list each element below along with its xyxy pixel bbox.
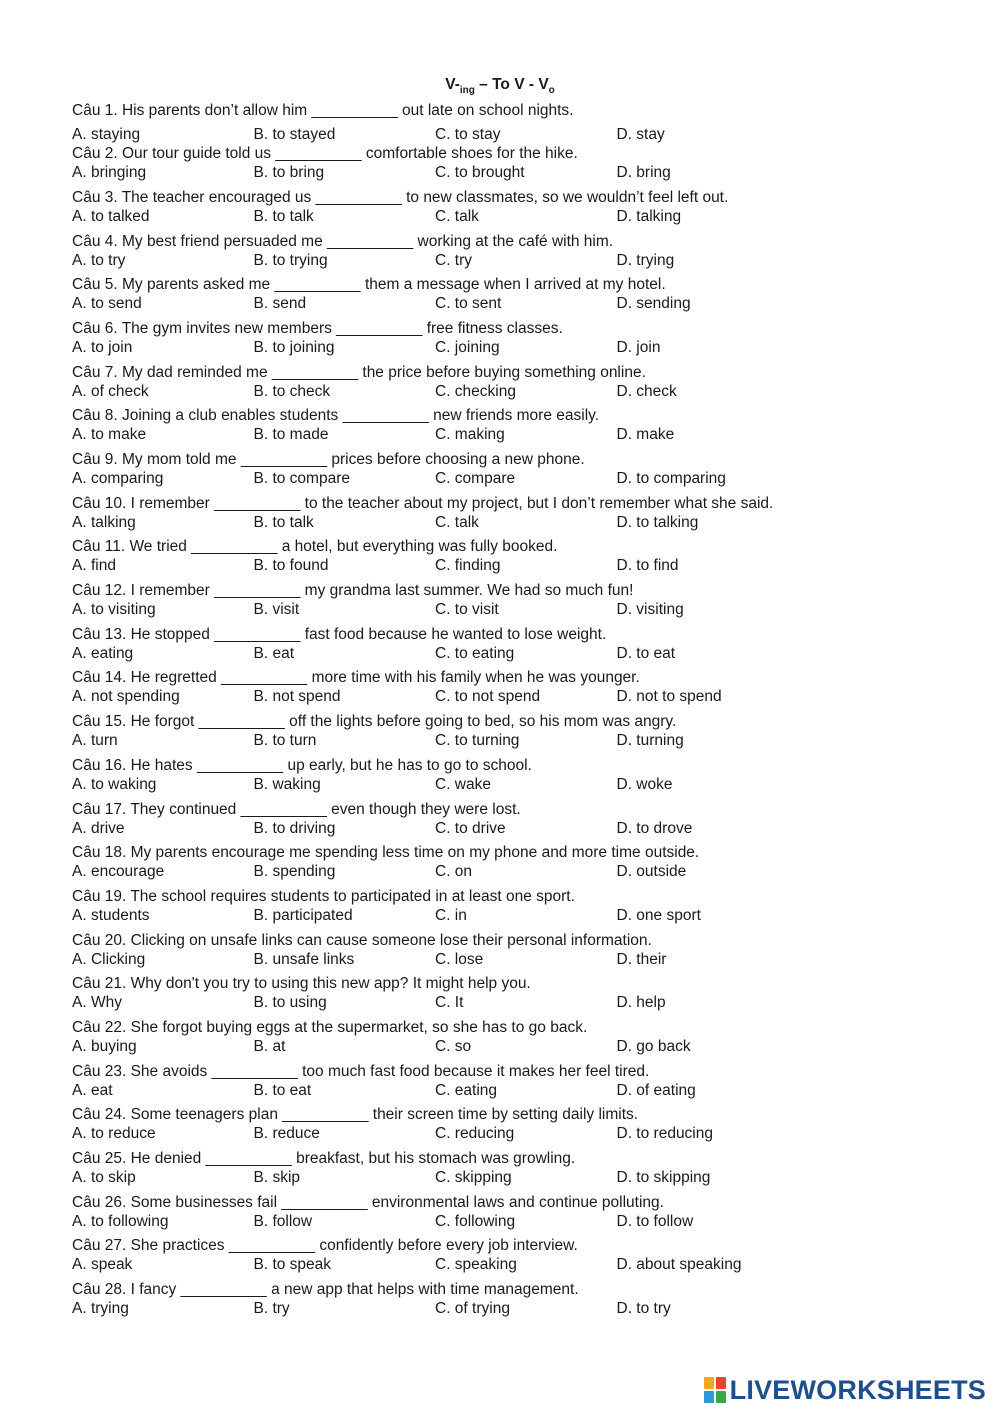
answer-option[interactable]: B. reduce xyxy=(253,1125,320,1143)
answer-option[interactable]: C. following xyxy=(435,1212,516,1230)
answer-option[interactable]: A. Why xyxy=(72,994,122,1012)
question-item xyxy=(72,1236,972,1280)
answer-option[interactable]: A. to reduce xyxy=(72,1125,156,1143)
answer-option[interactable]: B. to stayed xyxy=(253,125,336,143)
answer-option[interactable]: C. to not spend xyxy=(435,688,541,706)
question-item xyxy=(72,450,972,494)
question-item xyxy=(72,625,972,669)
answer-option[interactable]: A. to join xyxy=(72,338,133,356)
answer-option[interactable]: D. not to spend xyxy=(616,688,722,706)
answer-option[interactable]: D. stay xyxy=(616,125,665,143)
answer-option[interactable]: C. compare xyxy=(435,470,516,487)
answer-option[interactable]: D. their xyxy=(616,950,667,968)
answer-option[interactable]: A. trying xyxy=(72,1300,129,1318)
answer-options xyxy=(72,687,972,706)
question-item xyxy=(72,494,972,538)
question-list xyxy=(72,101,972,1324)
question-text: Câu 6. The gym invites new members __________ free fitness classes. xyxy=(72,319,563,337)
answer-options xyxy=(72,1124,972,1143)
question-item xyxy=(72,537,972,581)
answer-options xyxy=(72,819,972,838)
answer-options xyxy=(72,993,972,1012)
answer-option[interactable]: D. to find xyxy=(616,557,679,575)
question-text: Câu 4. My best friend persuaded me __________ working at the café with him. xyxy=(72,232,614,250)
liveworksheets-logo xyxy=(704,1376,986,1404)
question-text: Câu 5. My parents asked me __________ them a message when I arrived at my hotel. xyxy=(72,276,666,294)
answer-option[interactable]: D. to follow xyxy=(616,1212,694,1230)
answer-option[interactable]: C. to sent xyxy=(435,295,502,313)
answer-options xyxy=(72,207,972,226)
answer-option[interactable]: C. talk xyxy=(435,513,479,531)
question-text: Câu 22. She forgot buying eggs at the supermarket, so she has to go back. xyxy=(72,1018,588,1036)
answer-option[interactable]: C. making xyxy=(435,426,505,444)
question-item xyxy=(72,843,972,887)
answer-option[interactable]: C. wake xyxy=(435,775,491,793)
question-text: Câu 14. He regretted __________ more time with his family when he was younger. xyxy=(72,669,640,687)
answer-option[interactable]: C. try xyxy=(435,251,473,269)
answer-option[interactable]: D. trying xyxy=(616,251,675,269)
answer-option[interactable]: A. bringing xyxy=(72,164,147,182)
answer-options xyxy=(72,731,972,750)
answer-options xyxy=(72,1168,972,1187)
answer-option[interactable]: C. finding xyxy=(435,557,501,575)
answer-options xyxy=(72,163,972,182)
question-text: Câu 28. I fancy __________ a new app that helps with time management. xyxy=(72,1281,579,1299)
question-text: Câu 8. Joining a club enables students __________ new friends more easily. xyxy=(72,407,600,425)
answer-option[interactable]: C. of trying xyxy=(435,1300,510,1318)
answer-option[interactable]: B. waking xyxy=(253,775,321,793)
answer-options xyxy=(72,906,972,925)
answer-option[interactable]: C. to stay xyxy=(435,125,501,143)
answer-options xyxy=(72,600,972,619)
question-text: Câu 25. He denied __________ breakfast, but his stomach was growling. xyxy=(72,1150,576,1167)
answer-option[interactable]: D. go back xyxy=(616,1037,691,1055)
question-text: Câu 16. He hates __________ up early, but he has to go to school. xyxy=(72,756,532,774)
question-text: Câu 7. My dad reminded me __________ the price before buying something online. xyxy=(72,363,646,381)
answer-option[interactable]: A. not spending xyxy=(72,688,180,706)
answer-option[interactable]: D. outside xyxy=(616,863,687,881)
question-text: Câu 15. He forgot __________ off the lights before going to bed, so his mom was angry. xyxy=(72,713,677,731)
question-text: Câu 11. We tried __________ a hotel, but everything was fully booked. xyxy=(72,538,558,556)
answer-option[interactable]: A. eating xyxy=(72,644,134,662)
answer-option[interactable]: A. comparing xyxy=(72,470,164,487)
question-text: Câu 23. She avoids __________ too much fast food because it makes her feel tired. xyxy=(72,1062,650,1080)
answer-options xyxy=(72,950,972,969)
question-item xyxy=(72,668,972,712)
answer-option[interactable]: D. talking xyxy=(616,207,682,225)
answer-options xyxy=(72,556,972,575)
question-text: Câu 26. Some businesses fail __________ environmental laws and continue polluting. xyxy=(72,1193,664,1211)
logo-mark-icon xyxy=(704,1377,726,1403)
question-item xyxy=(72,1062,972,1106)
answer-option[interactable]: B. eat xyxy=(253,644,294,662)
question-text: Câu 19. The school requires students to participated in at least one sport. xyxy=(72,887,575,905)
question-item xyxy=(72,712,972,756)
answer-options xyxy=(72,1037,972,1056)
answer-option[interactable]: B. spending xyxy=(253,863,336,881)
answer-option[interactable]: C. speaking xyxy=(435,1256,517,1274)
answer-option[interactable]: B. to using xyxy=(253,994,327,1012)
answer-options xyxy=(72,125,972,144)
question-text: Câu 13. He stopped __________ fast food because he wanted to lose weight. xyxy=(72,625,607,643)
answer-option[interactable]: C. checking xyxy=(435,382,516,400)
answer-option[interactable]: C. in xyxy=(435,906,467,924)
answer-options xyxy=(72,294,972,313)
question-item xyxy=(72,319,972,363)
answer-option[interactable]: B. try xyxy=(253,1300,290,1318)
answer-option[interactable]: A. buying xyxy=(72,1037,137,1055)
question-text: Câu 12. I remember __________ my grandma last summer. We had so much fun! xyxy=(72,582,634,600)
answer-option[interactable]: C. lose xyxy=(435,950,484,968)
answer-option[interactable]: D. to try xyxy=(616,1300,671,1318)
answer-options xyxy=(72,1081,972,1100)
answer-option[interactable]: D. check xyxy=(616,382,677,400)
answer-option[interactable]: D. to reducing xyxy=(616,1125,713,1143)
answer-option[interactable]: C. to eating xyxy=(435,644,515,662)
question-item xyxy=(72,800,972,844)
answer-option[interactable]: B. participated xyxy=(253,906,353,924)
answer-option[interactable]: C. to brought xyxy=(435,164,525,182)
answer-option[interactable]: A. to visiting xyxy=(72,601,156,619)
answer-option[interactable]: A. to talked xyxy=(72,207,150,225)
answer-options xyxy=(72,513,972,532)
answer-option[interactable]: C. on xyxy=(435,863,473,881)
answer-option[interactable]: B. follow xyxy=(253,1212,313,1230)
answer-options xyxy=(72,1299,972,1318)
question-text: Câu 17. They continued __________ even though they were lost. xyxy=(72,800,521,818)
question-item xyxy=(72,1280,972,1324)
answer-option[interactable]: B. to turn xyxy=(253,732,317,750)
answer-option[interactable]: A. to skip xyxy=(72,1169,136,1186)
question-text: Câu 3. The teacher encouraged us __________ to new classmates, so we wouldn’t feel left out. xyxy=(72,188,729,206)
answer-option[interactable]: A. to waking xyxy=(72,775,157,793)
question-text: Câu 24. Some teenagers plan __________ their screen time by setting daily limits. xyxy=(72,1106,639,1124)
answer-option[interactable]: D. sending xyxy=(616,295,691,313)
answer-option[interactable]: A. students xyxy=(72,906,150,924)
answer-option[interactable]: A. turn xyxy=(72,732,118,750)
answer-option[interactable]: A. eat xyxy=(72,1081,113,1099)
answer-option[interactable]: D. to comparing xyxy=(616,470,726,487)
answer-option[interactable]: D. visiting xyxy=(616,601,684,619)
answer-option[interactable]: C. to visit xyxy=(435,601,499,619)
question-item xyxy=(72,188,972,232)
answer-option[interactable]: C. so xyxy=(435,1037,472,1055)
answer-option[interactable]: D. woke xyxy=(616,775,673,793)
answer-option[interactable]: B. to trying xyxy=(253,251,328,269)
answer-options xyxy=(72,644,972,663)
question-text: Câu 1. His parents don’t allow him __________ out late on school nights. xyxy=(72,101,574,119)
answer-option[interactable]: B. to joining xyxy=(253,338,335,356)
question-item xyxy=(72,756,972,800)
answer-option[interactable]: B. visit xyxy=(253,601,300,619)
answer-option[interactable]: B. unsafe links xyxy=(253,950,355,968)
answer-option[interactable]: C. to drive xyxy=(435,819,506,837)
answer-option[interactable]: A. speak xyxy=(72,1256,133,1274)
answer-option[interactable]: A. to make xyxy=(72,426,147,444)
answer-option[interactable]: B. to speak xyxy=(253,1256,332,1274)
question-item xyxy=(72,101,972,145)
question-text: Câu 2. Our tour guide told us __________ comfortable shoes for the hike. xyxy=(72,145,578,163)
answer-option[interactable]: B. to check xyxy=(253,382,331,400)
answer-option[interactable]: C. It xyxy=(435,994,464,1012)
answer-option[interactable]: C. talk xyxy=(435,207,479,225)
answer-option[interactable]: C. to turning xyxy=(435,732,520,750)
answer-options xyxy=(72,775,972,794)
answer-option[interactable]: B. at xyxy=(253,1037,286,1055)
answer-options xyxy=(72,1255,972,1274)
answer-option[interactable]: A. Clicking xyxy=(72,950,146,968)
answer-options xyxy=(72,469,972,488)
answer-option[interactable]: A. to send xyxy=(72,295,142,313)
answer-option[interactable]: B. skip xyxy=(253,1169,301,1186)
answer-option[interactable]: B. send xyxy=(253,295,307,313)
answer-option[interactable]: B. to talk xyxy=(253,207,314,225)
answer-option[interactable]: D. to eat xyxy=(616,644,676,662)
answer-option[interactable]: A. to try xyxy=(72,251,126,269)
answer-options xyxy=(72,251,972,270)
answer-option[interactable]: D. turning xyxy=(616,732,684,750)
answer-option[interactable]: A. find xyxy=(72,557,116,575)
answer-options xyxy=(72,1212,972,1231)
answer-option[interactable]: D. bring xyxy=(616,164,671,182)
question-text: Câu 27. She practices __________ confidently before every job interview. xyxy=(72,1237,578,1255)
answer-option[interactable]: B. to eat xyxy=(253,1081,312,1099)
logo-text: LIVEWORKSHEETS xyxy=(729,1374,986,1405)
answer-option[interactable]: C. skipping xyxy=(435,1169,512,1186)
answer-option[interactable]: D. about speaking xyxy=(616,1256,742,1274)
answer-option[interactable]: D. to talking xyxy=(616,513,699,531)
answer-option[interactable]: B. to talk xyxy=(253,513,314,531)
question-text: Câu 18. My parents encourage me spending less time on my phone and more time outside. xyxy=(72,844,700,862)
answer-options xyxy=(72,382,972,401)
question-item xyxy=(72,581,972,625)
question-text: Câu 9. My mom told me __________ prices before choosing a new phone. xyxy=(72,451,585,468)
question-text: Câu 20. Clicking on unsafe links can cause someone lose their personal information. xyxy=(72,931,652,949)
answer-option[interactable]: A. talking xyxy=(72,513,136,531)
answer-option[interactable]: D. to skipping xyxy=(616,1169,711,1186)
answer-option[interactable]: D. one sport xyxy=(616,906,701,924)
question-item xyxy=(72,275,972,319)
question-item xyxy=(72,1149,972,1193)
answer-option[interactable]: A. drive xyxy=(72,819,125,837)
answer-option[interactable]: D. to drove xyxy=(616,819,693,837)
answer-option[interactable]: B. not spend xyxy=(253,688,341,706)
answer-option[interactable]: B. to compare xyxy=(253,470,350,487)
question-item xyxy=(72,887,972,931)
worksheet-title: $V-_{ing}$ – To V - $V_o$ xyxy=(445,76,555,97)
answer-option[interactable]: B. to bring xyxy=(253,164,325,182)
answer-option[interactable]: B. to driving xyxy=(253,819,336,837)
answer-option[interactable]: D. help xyxy=(616,994,666,1012)
answer-option[interactable]: A. of check xyxy=(72,382,149,400)
answer-option[interactable]: B. to made xyxy=(253,426,329,444)
answer-option[interactable]: B. to found xyxy=(253,557,329,575)
question-item xyxy=(72,1105,972,1149)
answer-options xyxy=(72,425,972,444)
answer-option[interactable]: D. of eating xyxy=(616,1081,696,1099)
question-item xyxy=(72,144,972,188)
question-item xyxy=(72,1193,972,1237)
question-item xyxy=(72,1018,972,1062)
question-item xyxy=(72,974,972,1018)
question-text: Câu 21. Why don't you try to using this new app? It might help you. xyxy=(72,975,531,993)
question-item xyxy=(72,232,972,276)
answer-option[interactable]: D. make xyxy=(616,426,675,444)
question-item xyxy=(72,406,972,450)
answer-option[interactable]: C. eating xyxy=(435,1081,498,1099)
question-item xyxy=(72,363,972,407)
answer-option[interactable]: A. staying xyxy=(72,125,141,143)
answer-option[interactable]: A. encourage xyxy=(72,863,165,881)
answer-option[interactable]: C. reducing xyxy=(435,1125,515,1143)
question-item xyxy=(72,931,972,975)
answer-option[interactable]: A. to following xyxy=(72,1212,169,1230)
question-text: Câu 10. I remember __________ to the teacher about my project, but I don’t remember what she said. xyxy=(72,494,774,512)
answer-option[interactable]: D. join xyxy=(616,338,661,356)
answer-option[interactable]: C. joining xyxy=(435,338,500,356)
answer-options xyxy=(72,338,972,357)
answer-options xyxy=(72,862,972,881)
